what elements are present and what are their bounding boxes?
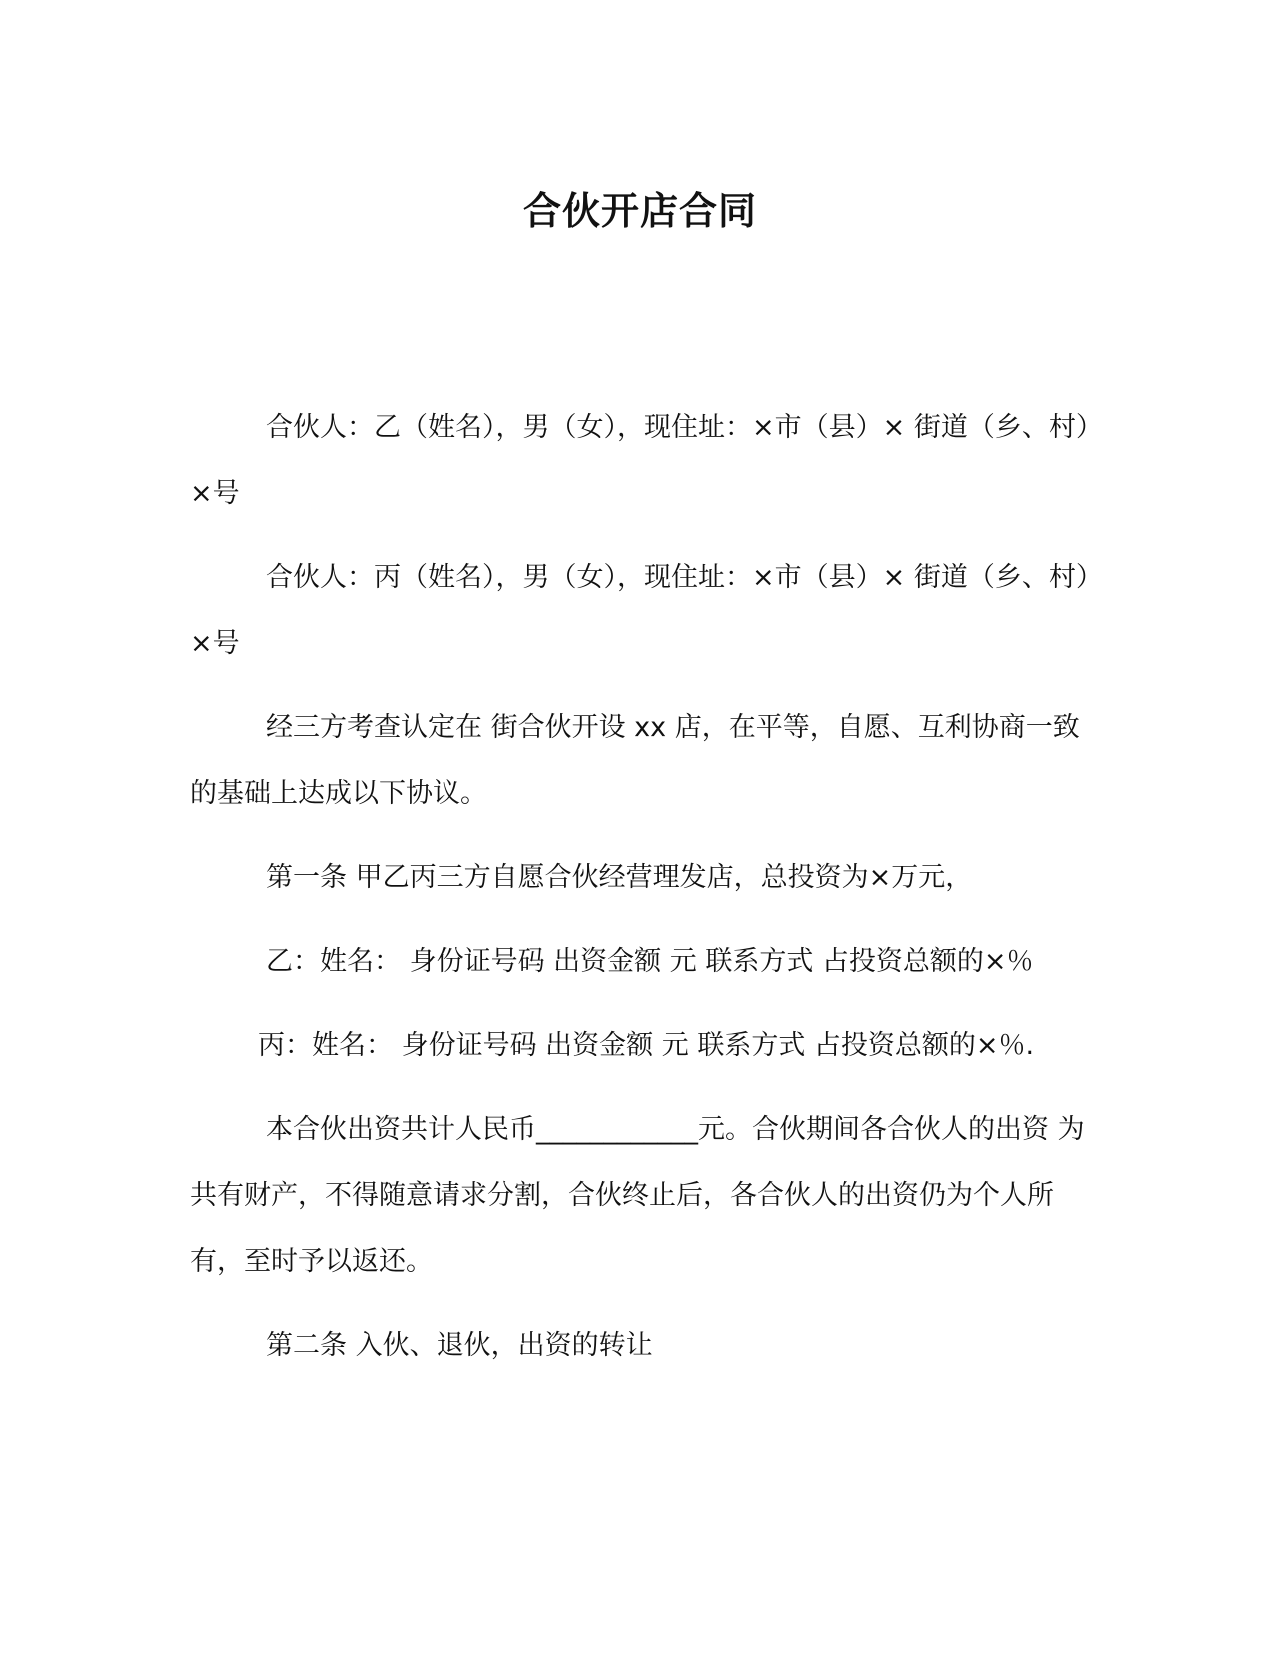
paragraph-total-investment: 本合伙出资共计人民币____________元。合伙期间各合伙人的出资 为共有财产，不得随意请求分割，合伙终止后，各合伙人的出资仍为个人所有，至时予以返还。 (190, 1114, 1085, 1277)
paragraph-yi-investment: 乙：姓名： 身份证号码 出资金额 元 联系方式 占投资总额的×％ (266, 946, 1034, 977)
paragraph-article-one: 第一条 甲乙丙三方自愿合伙经营理发店，总投资为×万元， (266, 862, 973, 893)
document-title: 合伙开店合同 (522, 189, 757, 233)
paragraph-partner-yi: 合伙人：乙（姓名），男（女），现住址：×市（县）× 街道（乡、村）×号 (190, 412, 1090, 509)
document-body (190, 395, 1090, 1397)
paragraph-bing-investment: 丙：姓名： 身份证号码 出资金额 元 联系方式 占投资总额的×％. (258, 1030, 1035, 1061)
paragraph-agreement-basis: 经三方考查认定在 街合伙开设 xx 店，在平等，自愿、互利协商一致的基础上达成以下协议。 (190, 712, 1080, 809)
paragraph-partner-bing: 合伙人：丙（姓名），男（女），现住址：×市（县）× 街道（乡、村）×号 (190, 562, 1090, 659)
paragraph-article-two: 第二条 入伙、退伙，出资的转让 (266, 1330, 653, 1361)
